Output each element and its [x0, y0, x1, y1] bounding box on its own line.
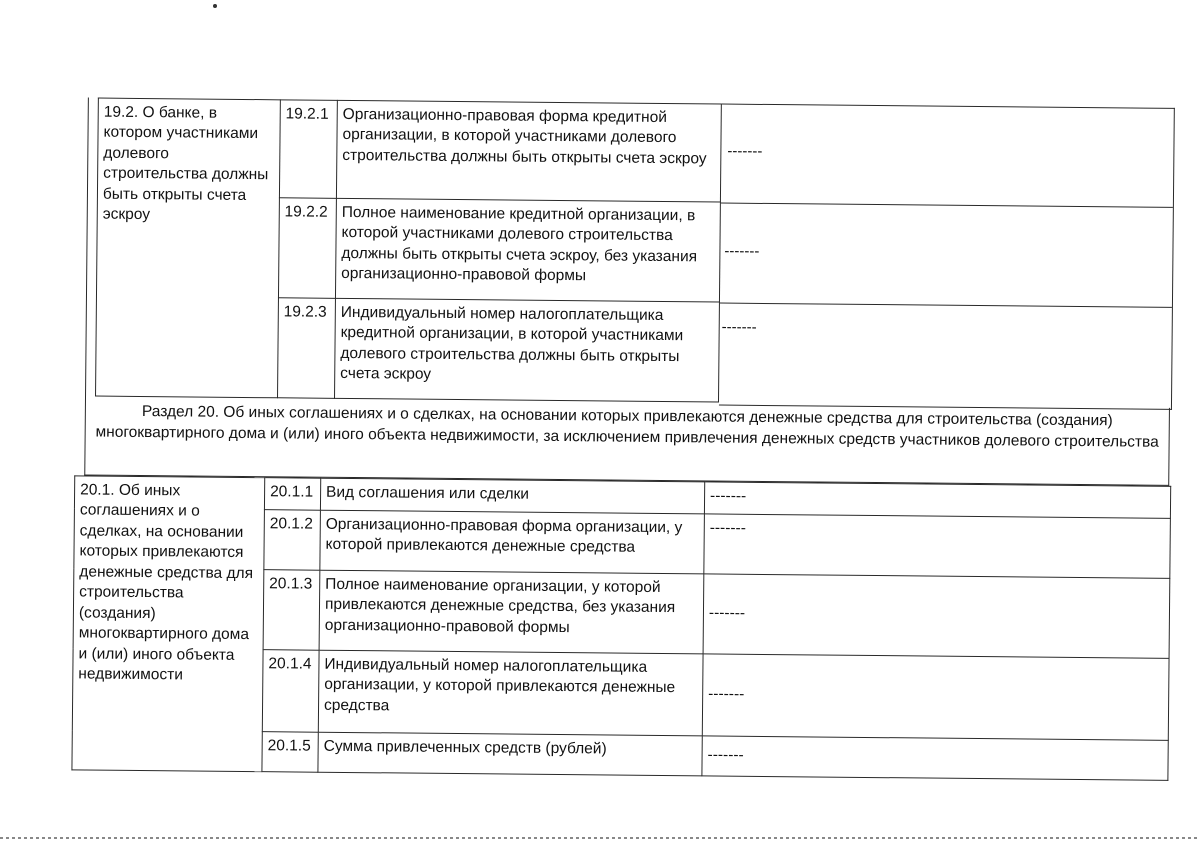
- value-column-19: [719, 104, 1175, 410]
- row-description: Индивидуальный номер налогоплательщика кредитной организации, в которой участниками долевого строительства должны быть открыты счета эскроу: [334, 298, 719, 402]
- value-cell: [702, 654, 1169, 740]
- page-edge-line: [0, 837, 1200, 839]
- row-divider: [720, 303, 1172, 308]
- value-text: -------: [708, 604, 746, 623]
- document-sheet: [33, 85, 1190, 836]
- table-section-19-2: [95, 98, 722, 403]
- value-text: -------: [709, 519, 746, 537]
- row-description: Вид соглашения или сделки: [320, 478, 704, 514]
- scan-speck: [213, 4, 217, 8]
- section-20-heading: Раздел 20. Об иных соглашениях и о сделках, на основании которых привлекаются денежные средства для строительства (создания) многоквартирного дома и (или) иного объекта недвижимости, за исключением привлечения денежных средств участников долевого строительства: [84, 397, 1170, 485]
- value-cell: [702, 736, 1168, 780]
- row-description: Полное наименование кредитной организации, в которой участниками долевого строительства должны быть открыты счета эскроу, без указания организационно-правовой формы: [335, 198, 720, 302]
- group-label-20-1: 20.1. Об иных соглашениях и о сделках, на основании которых привлекаются денежные средства для строительства (создания) многоквартирного дома и (или) иного объекта недвижимости: [72, 476, 265, 772]
- value-text: -------: [708, 685, 745, 704]
- row-description: Сумма привлеченных средств (рублей): [318, 732, 702, 776]
- row-description: Индивидуальный номер налогоплательщика организации, у которой привлекаются денежные средства: [318, 650, 703, 736]
- row-code: 19.2.2: [278, 198, 336, 299]
- row-code: 20.1.1: [264, 478, 320, 511]
- row-code: 19.2.1: [279, 100, 337, 199]
- value-cell: -------: [727, 142, 763, 160]
- group-label-19-2: 19.2. О банке, в котором участниками долевого строительства должны быть открыты счета эскроу: [96, 98, 281, 398]
- value-text: -------: [707, 746, 744, 765]
- row-description: Организационно-правовая форма кредитной организации, в которой участниками долевого строительства должны быть открыты счета эскроу: [336, 100, 721, 202]
- value-cell: -------: [721, 318, 757, 336]
- row-divider: [721, 203, 1173, 208]
- value-text: -------: [710, 487, 747, 505]
- row-description: Полное наименование организации, у которой привлекаются денежные средства, без указания организационно-правовой формы: [319, 570, 704, 654]
- value-cell: [704, 482, 1170, 518]
- row-code: 20.1.3: [263, 570, 320, 651]
- row-code: 19.2.3: [277, 298, 335, 399]
- row-code: 20.1.5: [262, 732, 318, 773]
- table-row: [97, 98, 721, 202]
- row-description: Организационно-правовая форма организации, у которой привлекаются денежные средства: [320, 510, 705, 574]
- value-cell: [704, 514, 1171, 578]
- row-code: 20.1.2: [264, 510, 321, 571]
- row-code: 20.1.4: [262, 650, 319, 733]
- table-section-20-1: [71, 475, 1171, 781]
- value-cell: -------: [724, 242, 760, 260]
- value-cell: [703, 574, 1170, 658]
